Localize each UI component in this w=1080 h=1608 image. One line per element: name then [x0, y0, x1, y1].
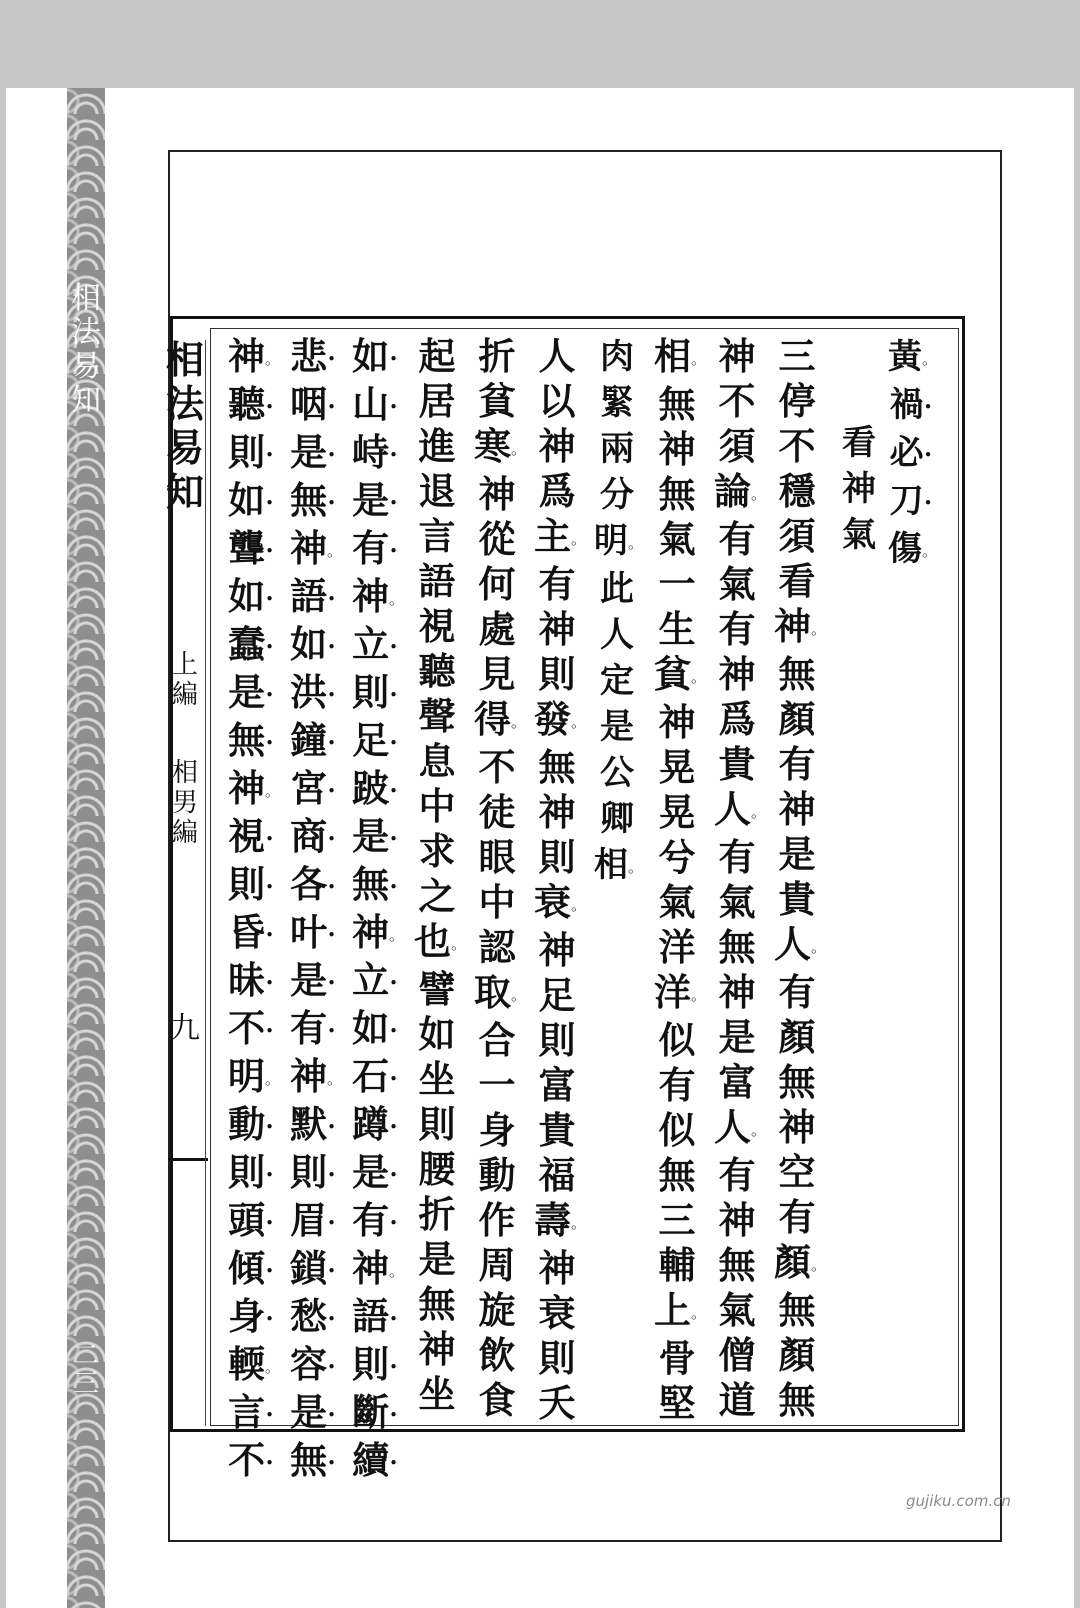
section-heading: 看 神 氣 — [842, 423, 876, 555]
spine-folio-number: 九 — [170, 1011, 200, 1046]
spine-divider-line — [205, 340, 206, 1426]
spine-section-label: 上 編 — [171, 650, 198, 710]
right-gray-margin — [1074, 88, 1080, 1608]
strip-book-title: 相 法 易 知 — [71, 281, 101, 418]
text-column: 悲• 咽• 是• 無• 神。 語• 如• 洪• 鐘• 宮• 商• 各• 叶• 是• 有• 神。 默• 則• 眉• 鎖• 愁• 容• 是• 無• — [290, 334, 343, 1482]
top-gray-margin — [0, 0, 1080, 88]
text-column: 人 以 神 爲 主。 有 神 則 發。 無 神 則 衰。 神 足 則 富 貴 福 壽。 神 衰 則 夭 — [534, 334, 587, 1425]
spine-book-title: 相 法 易 知 — [165, 337, 204, 514]
text-column: 起 居 進 退 言 語 視 聽 聲 息 中 求 之 也。 譬 如 坐 則 腰 折 是 無 神 坐 — [414, 334, 467, 1416]
left-gray-margin — [0, 88, 6, 1608]
text-column: 如• 山• 峙• 是• 有• 神。 立• 則• 足• 跛• 是• 無• 神。 立• 如• 石• 蹲• 是• 有• 神。 語• 則• 斷• 續• — [352, 334, 405, 1482]
spine-rule — [168, 1158, 208, 1161]
text-column: 折 貧 寒。 神 從 何 處 見 得。 不 徒 眼 中 認 取。 合 一 身 動 作 周 旋 飲 食 — [474, 334, 527, 1422]
text-column: 相。 無 神 無 氣 一 生 貧。 神 晃 晃 兮 氣 洋 洋。 似 有 似 無 三 輔 上。 骨 堅 — [654, 334, 707, 1425]
text-column: 三 停 不 穩 須 看 神。 無 顏 有 神 是 貴 人。 有 顏 無 神 空 有 顏。 無 顏 無 — [774, 334, 827, 1422]
strip-page-number: 二 三 — [72, 1341, 99, 1399]
text-column: 黃。 禍• 必• 刀• 傷。 — [888, 337, 938, 569]
text-column: 肉 緊 兩 分 明。 此 人 定 是 公 卿 相。 — [594, 337, 644, 885]
watermark-text: gujiku.com.cn — [906, 1492, 1011, 1510]
spine-chapter-label: 相 男 編 — [171, 758, 198, 848]
text-column: 神。 聽• 則• 如• 聾• 如• 蠢• 是• 無• 神。 視• 則• 昏• 昧• 不• 明。 動• 則• 頭• 傾• 身• 輭。 言• 不• — [228, 334, 281, 1482]
text-column: 神 不 須 論。 有 氣 有 神 爲 貴 人。 有 氣 無 神 是 富 人。 有 神 無 氣 僧 道 — [714, 334, 767, 1422]
